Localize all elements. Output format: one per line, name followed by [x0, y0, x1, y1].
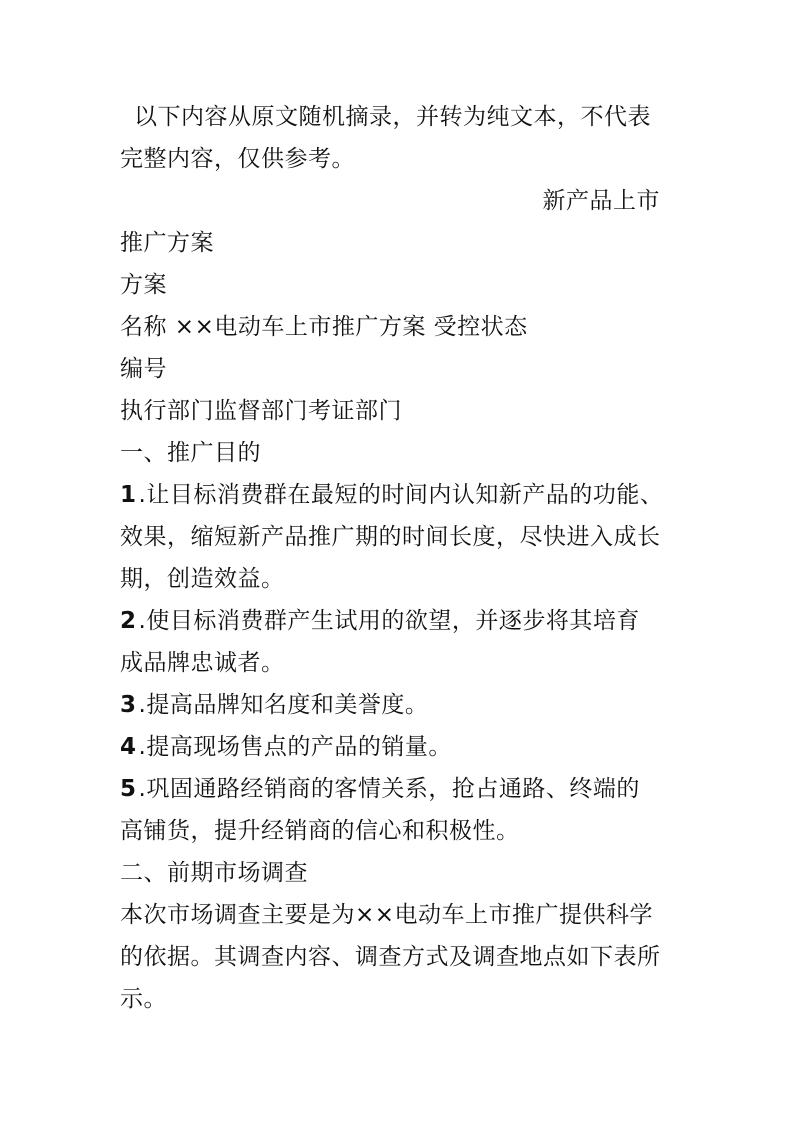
- list-item: [120, 600, 680, 642]
- section-1-heading: 一、推广目的: [120, 440, 261, 466]
- item-text: .提高现场售点的产品的销量。: [138, 734, 452, 760]
- document-body: [120, 96, 680, 1020]
- paragraph-line: 示。: [120, 986, 167, 1012]
- item-text: .巩固通路经销商的客情关系，抢占通路、终端的: [138, 776, 640, 802]
- item-continuation: 效果，缩短新产品推广期的时间长度，尽快进入成长: [120, 524, 661, 550]
- title-line-1: 新产品上市: [542, 188, 660, 214]
- list-item: [120, 768, 680, 810]
- scheme-label: 方案: [120, 272, 167, 298]
- departments-line: 执行部门监督部门考证部门: [120, 398, 402, 424]
- list-item: [120, 684, 680, 726]
- item-text: .提高品牌知名度和美誉度。: [138, 692, 429, 718]
- item-number: 1: [120, 482, 137, 508]
- paragraph-line: 的依据。其调查内容、调查方式及调查地点如下表所: [120, 944, 661, 970]
- paragraph-line: 本次市场调查主要是为××电动车上市推广提供科学: [120, 902, 654, 928]
- title-line-2: 推广方案: [120, 230, 214, 256]
- item-text: .使目标消费群产生试用的欲望，并逐步将其培育: [138, 608, 640, 634]
- item-continuation: 期，创造效益。: [120, 566, 285, 592]
- intro-line-1: 以下内容从原文随机摘录，并转为纯文本，不代表: [134, 104, 651, 130]
- item-text: .让目标消费群在最短的时间内认知新产品的功能、: [138, 482, 664, 508]
- name-line: 名称 ××电动车上市推广方案 受控状态: [120, 314, 528, 340]
- list-item: [120, 474, 680, 516]
- item-number: 3: [120, 692, 137, 718]
- number-label: 编号: [120, 356, 167, 382]
- intro-line-2: 完整内容，仅供参考。: [120, 146, 355, 172]
- item-number: 4: [120, 734, 137, 760]
- section-2-heading: 二、前期市场调查: [120, 860, 308, 886]
- list-item: [120, 726, 680, 768]
- item-number: 5: [120, 776, 137, 802]
- item-continuation: 成品牌忠诚者。: [120, 650, 285, 676]
- item-number: 2: [120, 608, 137, 634]
- item-continuation: 高铺货，提升经销商的信心和积极性。: [120, 818, 520, 844]
